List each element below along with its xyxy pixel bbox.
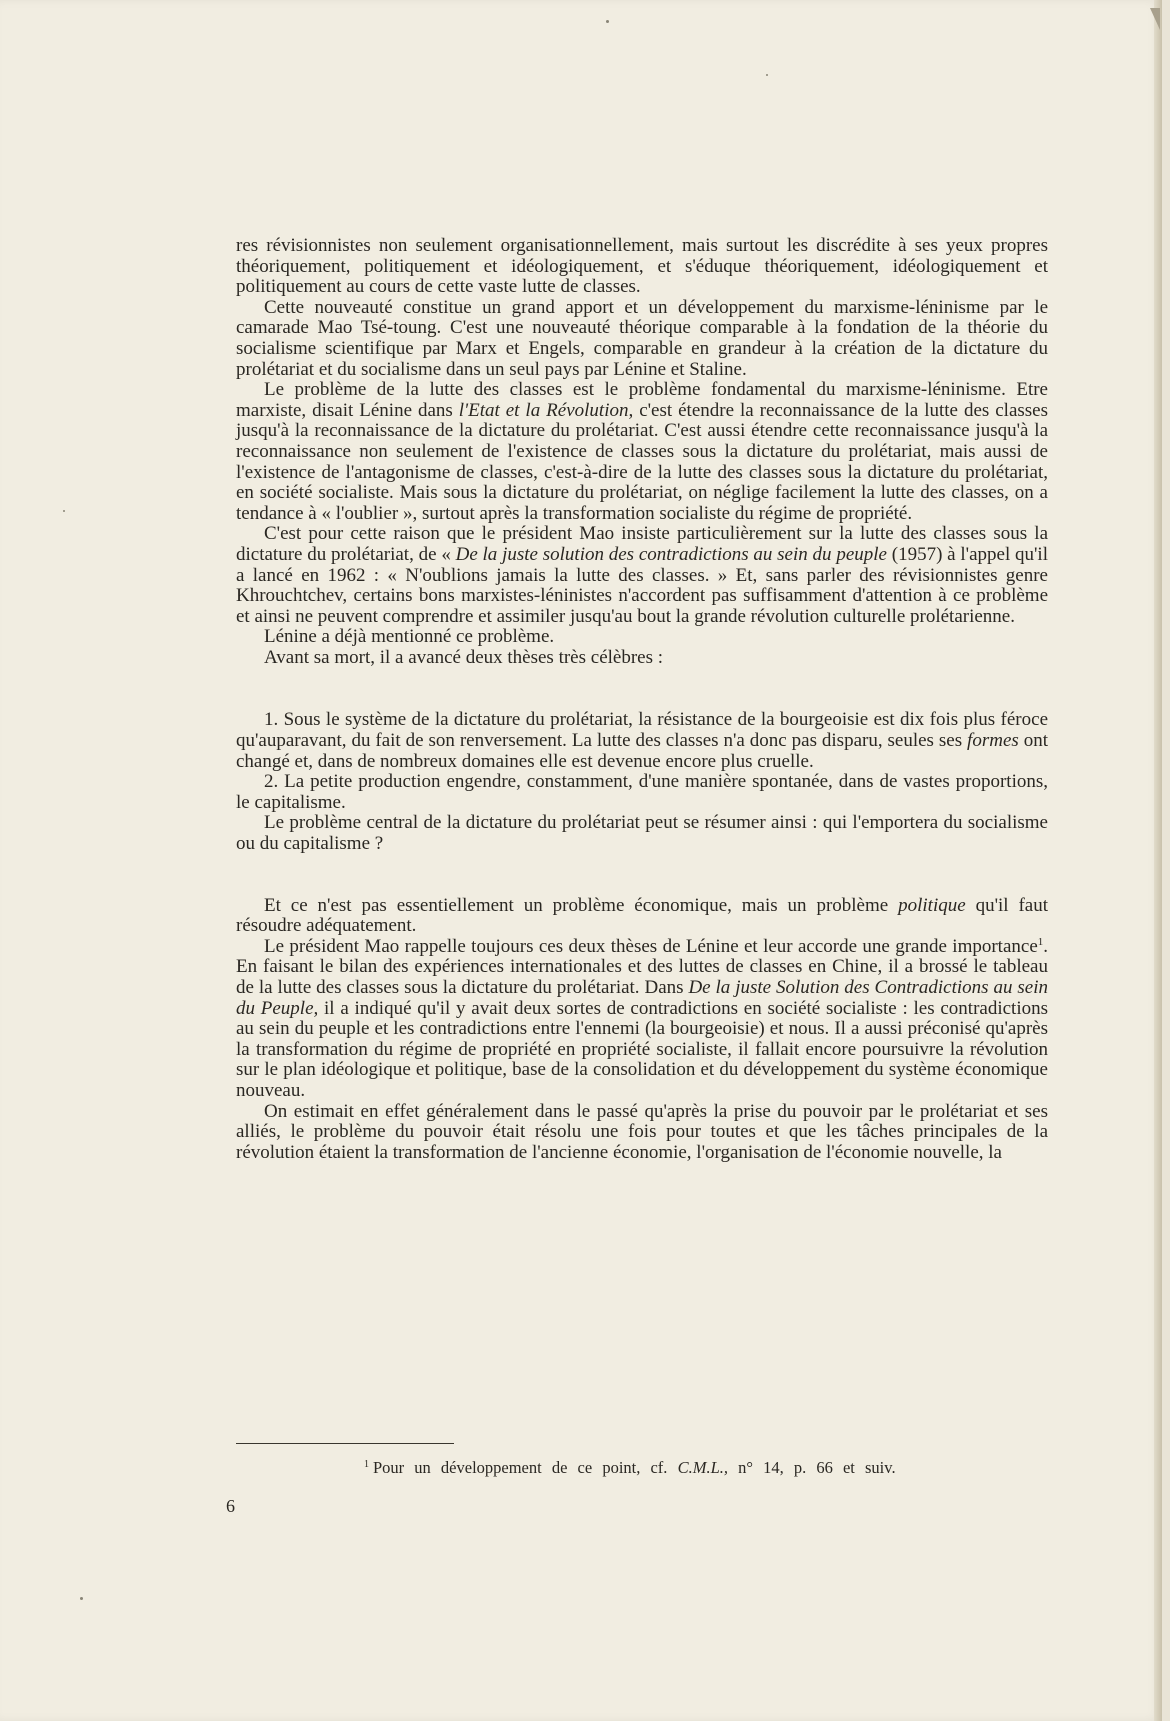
page-edge (1154, 0, 1162, 1721)
paragraph: Lénine a déjà mentionné ce problème. (264, 626, 555, 648)
footnote-text: Pour un développement de ce point, cf. (373, 1458, 678, 1477)
text-run: (1957) à l'appel qu'il a lancé en 1962 : « N'oublions jamais la lutte des classes. » Et, sans parler des révisionnistes genre Khrouchtchev, certains bons marxistes-léninistes n'accordent pas suffisamment d'attention à ce problème et ainsi ne peuvent comprendre et assimiler jusqu'au bout la grande révolution culturelle prolétarienne. (236, 543, 1048, 627)
text-run: Et ce n'est pas essentiellement un problème économique, mais un problème (264, 894, 899, 916)
page-number: 6 (226, 1496, 235, 1516)
text-run: Le président Mao rappelle toujours ces deux thèses de Lénine et leur accorde une grande importance (264, 935, 1038, 957)
paragraph: Avant sa mort, il a avancé deux thèses très célèbres : (264, 646, 664, 668)
footnote-source: C.M.L., (677, 1458, 728, 1477)
text-run: qu'il faut résoudre adéquatement. (236, 894, 1048, 937)
paper-speck (80, 1597, 83, 1600)
article-body (236, 236, 1048, 1163)
paragraph: res révisionnistes non seulement organisationnellement, mais surtout les discrédite à ses yeux propres théoriquement, politiquement et idéologiquement, et s'éduque théoriquement, idéologiquement et politiquement au cours de cette vaste lutte de classes. (236, 235, 1048, 298)
paragraph (236, 896, 1048, 937)
footnote-marker: 1 (364, 1459, 369, 1470)
paragraph: Le problème central de la dictature du prolétariat peut se résumer ainsi : qui l'emportera du socialisme ou du capitalisme ? (236, 812, 1048, 855)
paragraph: Cette nouveauté constitue un grand apport et un développement du marxisme-léninisme par le camarade Mao Tsé-toung. C'est une nouveauté théorique comparable à la fondation de la théorie du socialisme scientifique par Marx et Engels, comparable en grandeur à la création de la dictature du prolétariat et du socialisme dans un seul pays par Lénine et Staline. (236, 296, 1048, 380)
paragraph: On estimait en effet généralement dans le passé qu'après la prise du pouvoir par le prolétariat et ses alliés, le problème du pouvoir était résolu une fois pour toutes et que les tâches principales de la révolution étaient la transformation de l'ancienne économie, l'organisation de l'économie nouvelle, la (236, 1100, 1048, 1163)
thesis-one (236, 710, 1048, 772)
text-run: Le problème de la lutte des classes est le problème fondamental du marxisme-léninisme. Etre marxiste, disait Lénine dans (236, 379, 1048, 421)
emphasis: formes (967, 730, 1019, 752)
text-run: 1. Sous le système de la dictature du prolétariat, la résistance de la bourgeoisie est dix fois plus féroce qu'auparavant, du fait de son renversement. La lutte des classes n'a donc pas disparu, seules ses (236, 709, 1048, 752)
paragraph (236, 524, 1048, 627)
paragraph (236, 380, 1048, 524)
text-run: ont changé et, dans de nombreux domaines elle est devenue encore plus cruelle. (236, 730, 1048, 772)
thesis-two: 2. La petite production engendre, constamment, d'une manière spontanée, dans de vastes proportions, le capitalisme. (236, 771, 1048, 813)
paper-speck (606, 20, 609, 23)
text-run: c'est étendre la reconnaissance de la lutte des classes jusqu'à la reconnaissance de la dictature du prolétariat. C'est aussi étendre cette reconnaissance jusqu'à la reconnaissance non seulement de l'existence de classes sous la dictature du prolétariat, mais aussi de l'existence de l'antagonisme de classes, c'est-à-dire de la lutte des classes sous la dictature du prolétariat, en société socialiste. Mais sous la dictature du prolétariat, on néglige facilement la lutte des classes, on a tendance à « l'oublier », surtout après la transformation socialiste du régime de propriété. (236, 399, 1048, 524)
footnote-reference[interactable]: 1 (1037, 935, 1044, 948)
paper-speck (766, 74, 768, 76)
text-run: . En faisant le bilan des expériences internationales et des luttes de classes en Chine, il a brossé le tableau de la lutte des classes sous la dictature du prolétariat. Dans (236, 935, 1048, 998)
book-title: De la juste solution des contradictions au sein du peuple (455, 543, 887, 565)
footnote-text: n° 14, p. 66 et suiv. (728, 1458, 896, 1477)
footnote (364, 1455, 1048, 1478)
paper-speck (63, 510, 65, 512)
text-run: C'est pour cette raison que le président Mao insiste particulièrement sur la lutte des classes sous la dictature du prolétariat, de « (236, 523, 1048, 565)
book-title: De la juste Solution des Contradictions au sein du Peuple, (236, 977, 1048, 1019)
footnote-divider (236, 1443, 454, 1444)
book-title: l'Etat et la Révolution, (458, 399, 634, 421)
text-run: il a indiqué qu'il y avait deux sortes de contradictions en société socialiste : les contradictions au sein du peuple et les contradictions entre l'ennemi (la bourgeoisie) et nous. Il a aussi préconisé qu'après la transformation du régime de propriété en propriété socialiste, il fallait encore poursuivre la révolution sur le plan idéologique et politique, base de la consolidation et du développement du système économique nouveau. (236, 997, 1048, 1101)
paragraph (236, 937, 1048, 1102)
emphasis: politique (898, 894, 966, 916)
